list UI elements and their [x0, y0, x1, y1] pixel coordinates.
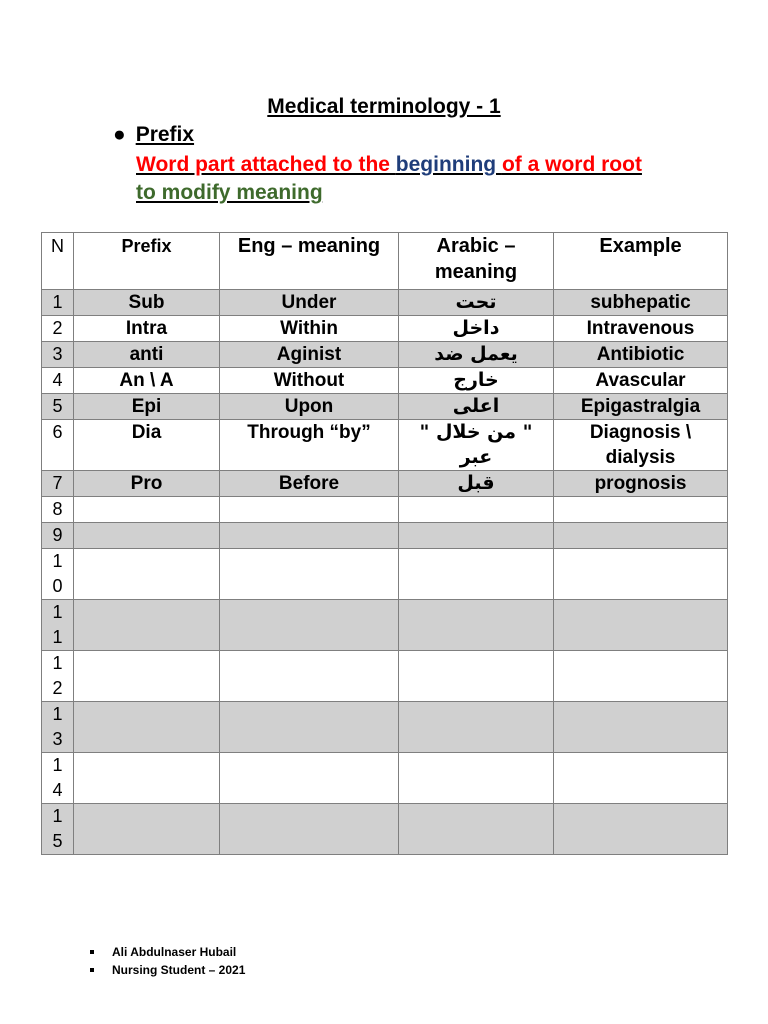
row-prefix: Epi [74, 394, 220, 420]
empty-cell [74, 651, 220, 702]
author-footer [90, 943, 245, 979]
table-row [42, 523, 728, 549]
row-eng-meaning: Before [220, 471, 399, 497]
row-number: 1 [42, 290, 74, 316]
row-prefix: Intra [74, 316, 220, 342]
header-prefix: Prefix [74, 233, 220, 290]
table-row [42, 600, 728, 651]
table-row [42, 420, 728, 471]
row-number: 7 [42, 471, 74, 497]
row-arabic-meaning: خارج [399, 368, 554, 394]
empty-cell [554, 523, 728, 549]
row-number: 4 [42, 368, 74, 394]
author-role: Nursing Student – 2021 [112, 963, 246, 977]
row-prefix: anti [74, 342, 220, 368]
row-prefix: Sub [74, 290, 220, 316]
empty-cell [74, 702, 220, 753]
table-row [42, 471, 728, 497]
bullet-icon: ● [113, 123, 126, 146]
row-number [42, 600, 74, 651]
empty-cell [554, 497, 728, 523]
table-row [42, 316, 728, 342]
empty-cell [399, 804, 554, 855]
header-n: N [42, 233, 74, 290]
row-number-digit: 1 [52, 551, 63, 571]
row-number [42, 702, 74, 753]
row-number: 5 [42, 394, 74, 420]
header-arabic-line1: Arabic – [436, 235, 516, 257]
table-row [42, 753, 728, 804]
row-number-digit: 1 [52, 653, 63, 673]
row-number-digit: 1 [52, 627, 63, 647]
row-number [42, 651, 74, 702]
empty-cell [220, 523, 399, 549]
row-example: Intravenous [554, 316, 728, 342]
row-number-digit: 2 [52, 678, 63, 698]
definition-part-1: Word part attached to the [136, 153, 396, 176]
empty-cell [399, 702, 554, 753]
row-prefix: Pro [74, 471, 220, 497]
row-example-line2: dialysis [605, 447, 676, 468]
empty-cell [220, 804, 399, 855]
row-example: Epigastralgia [554, 394, 728, 420]
document-title: Medical terminology - 1 [267, 95, 501, 118]
row-example [554, 420, 728, 471]
row-number [42, 549, 74, 600]
empty-cell [74, 753, 220, 804]
empty-cell [554, 753, 728, 804]
empty-cell [554, 804, 728, 855]
row-eng-meaning: Through “by” [220, 420, 399, 471]
empty-cell [220, 753, 399, 804]
row-eng-meaning: Aginist [220, 342, 399, 368]
footer-item [90, 961, 245, 979]
empty-cell [74, 549, 220, 600]
row-number-digit: 4 [52, 780, 63, 800]
empty-cell [74, 804, 220, 855]
row-arabic-meaning: " من خلال " عبر [399, 420, 554, 471]
prefix-definition [136, 151, 656, 207]
row-number [42, 753, 74, 804]
prefix-heading [113, 123, 194, 147]
row-example-line1: Diagnosis \ [589, 422, 692, 443]
empty-cell [220, 702, 399, 753]
row-arabic-meaning: داخل [399, 316, 554, 342]
row-number-digit: 1 [52, 602, 63, 622]
row-example: prognosis [554, 471, 728, 497]
row-number-digit: 0 [52, 576, 63, 596]
table-row [42, 497, 728, 523]
row-arabic-meaning: قبل [399, 471, 554, 497]
prefix-heading-label: Prefix [135, 123, 195, 146]
table-header-row [42, 233, 728, 290]
empty-cell [220, 497, 399, 523]
row-prefix: An \ A [74, 368, 220, 394]
header-eng-meaning: Eng – meaning [220, 233, 399, 290]
row-example: subhepatic [554, 290, 728, 316]
row-number: 8 [42, 497, 74, 523]
empty-cell [220, 651, 399, 702]
empty-cell [554, 702, 728, 753]
empty-cell [220, 549, 399, 600]
row-number-digit: 1 [52, 755, 63, 775]
empty-cell [399, 497, 554, 523]
empty-cell [554, 600, 728, 651]
prefix-table [41, 232, 728, 855]
row-number: 6 [42, 420, 74, 471]
row-eng-meaning: Without [220, 368, 399, 394]
row-number-digit: 1 [52, 806, 63, 826]
table-row [42, 549, 728, 600]
row-number: 9 [42, 523, 74, 549]
row-eng-meaning: Under [220, 290, 399, 316]
empty-cell [74, 497, 220, 523]
empty-cell [399, 523, 554, 549]
table-row [42, 702, 728, 753]
table-row [42, 804, 728, 855]
header-arabic-line2: meaning [434, 261, 518, 283]
row-arabic-meaning: اعلى [399, 394, 554, 420]
table-row [42, 394, 728, 420]
row-example: Antibiotic [554, 342, 728, 368]
row-number-digit: 3 [52, 729, 63, 749]
row-eng-meaning: Upon [220, 394, 399, 420]
row-arabic-meaning: يعمل ضد [399, 342, 554, 368]
row-number-digit: 1 [52, 704, 63, 724]
table-row [42, 651, 728, 702]
empty-cell [554, 651, 728, 702]
empty-cell [399, 600, 554, 651]
footer-item [90, 943, 245, 961]
empty-cell [399, 549, 554, 600]
square-bullet-icon [90, 950, 94, 954]
definition-part-2: beginning [395, 153, 502, 176]
header-example: Example [554, 233, 728, 290]
empty-cell [399, 753, 554, 804]
author-name: Ali Abdulnaser Hubail [112, 945, 237, 959]
empty-cell [74, 523, 220, 549]
empty-cell [554, 549, 728, 600]
definition-part-4: to modify meaning [136, 181, 323, 204]
table-row [42, 290, 728, 316]
row-number-digit: 5 [52, 831, 63, 851]
row-number: 2 [42, 316, 74, 342]
table-row [42, 342, 728, 368]
row-number [42, 804, 74, 855]
empty-cell [220, 600, 399, 651]
row-arabic-meaning: تحت [399, 290, 554, 316]
definition-part-3: of a word root [501, 153, 642, 176]
row-number: 3 [42, 342, 74, 368]
empty-cell [74, 600, 220, 651]
header-arabic-meaning [399, 233, 554, 290]
table-row [42, 368, 728, 394]
row-eng-meaning: Within [220, 316, 399, 342]
square-bullet-icon [90, 968, 94, 972]
empty-cell [399, 651, 554, 702]
row-example: Avascular [554, 368, 728, 394]
row-prefix: Dia [74, 420, 220, 471]
